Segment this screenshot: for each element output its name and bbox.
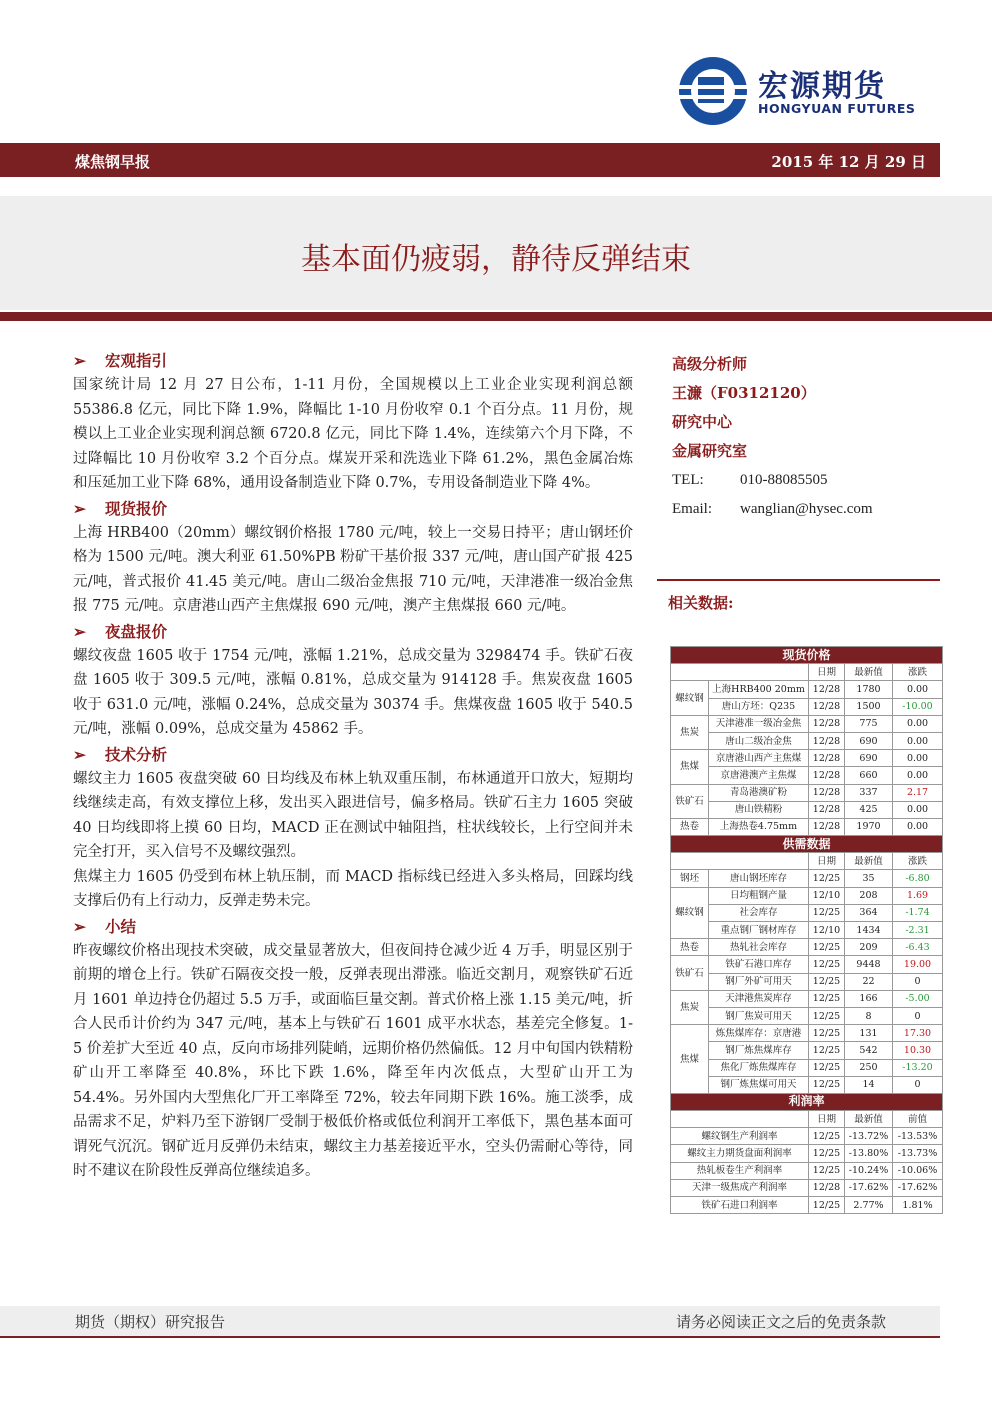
item-change: -2.31 <box>893 922 943 939</box>
table-title-row <box>671 836 943 853</box>
item-name: 热轧社会库存 <box>709 939 809 956</box>
item-date: 12/10 <box>809 922 845 939</box>
item-change: 0.00 <box>893 715 943 732</box>
head-blank <box>671 853 809 870</box>
report-date: 2015 年 12 月 29 日 <box>771 153 926 171</box>
item-date: 12/28 <box>809 801 845 818</box>
item-date: 12/25 <box>809 904 845 921</box>
group-label: 铁矿石 <box>671 784 709 818</box>
item-value: 337 <box>845 784 893 801</box>
table-row <box>671 939 943 956</box>
item-value: 690 <box>845 750 893 767</box>
footer-bar <box>0 1306 940 1336</box>
group-label: 铁矿石 <box>671 956 709 990</box>
item-date: 12/28 <box>809 818 845 835</box>
table-title: 供需数据 <box>671 836 943 853</box>
table-row <box>671 870 943 887</box>
column-header: 最新值 <box>845 853 893 870</box>
table-row <box>671 1145 943 1162</box>
table-row <box>671 767 943 784</box>
item-change: -1.74 <box>893 904 943 921</box>
item-change: 0.00 <box>893 750 943 767</box>
item-name: 钢厂炼焦煤可用天 <box>709 1076 809 1093</box>
group-label: 螺纹钢 <box>671 681 709 715</box>
item-name: 上海热卷4.75mm <box>709 818 809 835</box>
table-row <box>671 801 943 818</box>
item-name: 上海HRB400 20mm <box>709 681 809 698</box>
item-date: 12/28 <box>809 732 845 749</box>
table-row <box>671 990 943 1007</box>
item-date: 12/25 <box>809 1007 845 1024</box>
item-date: 12/25 <box>809 1025 845 1042</box>
item-previous: -13.73% <box>893 1145 943 1162</box>
item-change: 19.00 <box>893 956 943 973</box>
item-value: 35 <box>845 870 893 887</box>
item-change: -6.80 <box>893 870 943 887</box>
footer-divider <box>0 1336 940 1338</box>
item-change: 2.17 <box>893 784 943 801</box>
group-label: 热卷 <box>671 818 709 835</box>
table-title-row <box>671 1093 943 1110</box>
item-name: 社会库存 <box>709 904 809 921</box>
item-value: 364 <box>845 904 893 921</box>
item-name: 重点钢厂钢材库存 <box>709 922 809 939</box>
item-change: 0.00 <box>893 767 943 784</box>
column-header: 涨跌 <box>893 853 943 870</box>
paragraph: 螺纹夜盘 1605 收于 1754 元/吨，涨幅 1.21%，总成交量为 3298474 手。铁矿石夜盘 1605 收于 309.5 元/吨，涨幅 0.81%，总成交量为 914128 手。焦炭夜盘 1605 收于 631.0 元/吨，涨幅 0.24%，总成交量为 30374 手。焦煤夜盘 1605 收于 540.5 元/吨，涨幅 0.09%，总成交量为 45862 手。 <box>73 647 633 737</box>
footer-disclaimer: 请务必阅读正文之后的免责条款 <box>675 1313 886 1331</box>
head-blank <box>671 1111 809 1128</box>
item-name: 唐山方坯：Q235 <box>709 698 809 715</box>
item-value: 14 <box>845 1076 893 1093</box>
table-head-row <box>671 853 943 870</box>
item-value: -13.72% <box>845 1128 893 1145</box>
table-row <box>671 732 943 749</box>
main-content <box>73 348 633 1184</box>
item-value: 1780 <box>845 681 893 698</box>
arrow-bullet-icon: ➢ <box>73 498 86 518</box>
table-row <box>671 1076 943 1093</box>
section-body <box>73 521 633 619</box>
item-value: 1434 <box>845 922 893 939</box>
item-value: 131 <box>845 1025 893 1042</box>
item-previous: -13.53% <box>893 1128 943 1145</box>
analyst-tel: TEL: 010-88085505 <box>672 472 828 488</box>
item-change: -5.00 <box>893 990 943 1007</box>
paragraph: 焦煤主力 1605 仍受到布林上轨压制，而 MACD 指标线已经进入多头格局，回踩均线支撑后仍有上行动力，反弹走势未完。 <box>73 868 633 909</box>
item-name: 螺纹钢生产利润率 <box>671 1128 809 1145</box>
paragraph: 国家统计局 12 月 27 日公布，1-11 月份，全国规模以上工业企业实现利润总额 55386.8 亿元，同比下降 1.9%，降幅比 1-10 月份收窄 0.1 个百分点。11 月份，规模以上工业企业实现利润总额 6720.8 亿元，同比下降 1.4%，连续第六个月下降，不过降幅比 10 月份收窄 3.2 个百分点。煤炭开采和洗选业下降 61.2%，黑色金属冶炼和压延加工业下降 68%，通用设备制造业下降 0.7%，专用设备制造业下降 4%。 <box>73 377 633 491</box>
item-name: 热轧板卷生产利润率 <box>671 1162 809 1179</box>
item-date: 12/25 <box>809 1128 845 1145</box>
item-value: 660 <box>845 767 893 784</box>
item-value: 542 <box>845 1042 893 1059</box>
item-name: 天津港准一级冶金焦 <box>709 715 809 732</box>
item-previous: -17.62% <box>893 1179 943 1196</box>
title-divider <box>0 312 992 321</box>
related-data-heading: 相关数据: <box>668 594 734 612</box>
table-title: 现货价格 <box>671 647 943 664</box>
paragraph: 昨夜螺纹价格出现技术突破，成交量显著放大，但夜间持仓减少近 4 万手，明显区别于前期的增仓上行。铁矿石隔夜交投一般，反弹表现出滞涨。临近交割月，观察铁矿石近月 1601 单边持仓仍超过 5.5 万手，或面临巨量交割。普式价格上涨 1.15 美元/吨，折合人民币计价约为 347 元/吨，基本上与铁矿石 1601 成平水状态，基差完全修复。1-5 价差扩大至近 40 点，反向市场排列陡峭，远期价格仍然偏低。12 月中旬国内铁精粉矿山开工率降至 40.8%，环比下跌 1.6%，降至年内次低点，大型矿山开工为 54.4%。另外国内大型焦化厂开工率降至 72%，较去年同期下跌 16%。施工淡季，成品需求不足，炉料乃至下游钢厂受制于极低价格或低位利润开工率低下，黑色基本面可谓死气沉沉。钢矿近月反弹仍未结束，螺纹主力基差接近平水，空头仍需耐心等待，同时不建议在阶段性反弹高位继续追多。 <box>73 942 633 1179</box>
item-change: -10.00 <box>893 698 943 715</box>
arrow-bullet-icon: ➢ <box>73 744 86 764</box>
table-row <box>671 1025 943 1042</box>
table-row <box>671 956 943 973</box>
analyst-role: 高级分析师 <box>672 355 748 373</box>
brand-name-cn: 宏源期货 <box>758 69 886 104</box>
item-name: 唐山铁精粉 <box>709 801 809 818</box>
item-name: 日均粗钢产量 <box>709 887 809 904</box>
item-date: 12/28 <box>809 715 845 732</box>
hongyuan-logo-icon <box>676 55 750 127</box>
section-heading: ➢ 现货报价 <box>73 496 633 521</box>
group-label: 螺纹钢 <box>671 887 709 939</box>
table-row <box>671 922 943 939</box>
page-title: 基本面仍疲弱，静待反弹结束 <box>301 242 691 277</box>
table-title: 利润率 <box>671 1093 943 1110</box>
item-value: 1500 <box>845 698 893 715</box>
analyst-dept: 研究中心 <box>672 413 733 431</box>
table-head-row <box>671 1111 943 1128</box>
item-value: 775 <box>845 715 893 732</box>
table-row <box>671 1162 943 1179</box>
table-row <box>671 750 943 767</box>
analyst-email: Email: wanglian@hysec.com <box>672 501 873 517</box>
table-row <box>671 1042 943 1059</box>
item-date: 12/25 <box>809 1145 845 1162</box>
item-value: 1970 <box>845 818 893 835</box>
report-type: 煤焦钢早报 <box>75 153 151 171</box>
item-date: 12/28 <box>809 681 845 698</box>
item-value: 9448 <box>845 956 893 973</box>
section-body <box>73 644 633 742</box>
item-previous: 1.81% <box>893 1197 943 1214</box>
table-row <box>671 698 943 715</box>
table-title-row <box>671 647 943 664</box>
column-header: 日期 <box>809 1111 845 1128</box>
brand-name-en: HONGYUAN FUTURES <box>758 101 916 116</box>
column-header: 前值 <box>893 1111 943 1128</box>
item-date: 12/10 <box>809 887 845 904</box>
item-value: 2.77% <box>845 1197 893 1214</box>
item-name: 唐山二级冶金焦 <box>709 732 809 749</box>
item-value: -13.80% <box>845 1145 893 1162</box>
item-change: 1.69 <box>893 887 943 904</box>
column-header: 涨跌 <box>893 664 943 681</box>
item-date: 12/25 <box>809 973 845 990</box>
table-row <box>671 1007 943 1024</box>
table-row <box>671 1197 943 1214</box>
paragraph: 上海 HRB400（20mm）螺纹钢价格报 1780 元/吨，较上一交易日持平；唐山钢坯价格为 1500 元/吨。澳大利亚 61.50%PB 粉矿干基价报 337 元/吨，唐山国产矿报 425 元/吨，普式报价 41.45 美元/吨。唐山二级冶金焦报 710 元/吨，天津港准一级冶金焦报 775 元/吨。京唐港山西产主焦煤报 690 元/吨，澳产主焦煤报 660 元/吨。 <box>73 524 633 614</box>
item-date: 12/25 <box>809 1076 845 1093</box>
item-name: 钢厂炼焦煤库存 <box>709 1042 809 1059</box>
item-date: 12/28 <box>809 750 845 767</box>
group-label: 焦炭 <box>671 990 709 1024</box>
item-name: 京唐港澳产主焦煤 <box>709 767 809 784</box>
item-name: 天津一级焦成产利润率 <box>671 1179 809 1196</box>
item-date: 12/28 <box>809 784 845 801</box>
item-value: 209 <box>845 939 893 956</box>
footer-left: 期货（期权）研究报告 <box>75 1313 226 1331</box>
item-name: 京唐港山西产主焦煤 <box>709 750 809 767</box>
column-header: 日期 <box>809 853 845 870</box>
item-name: 天津港焦炭库存 <box>709 990 809 1007</box>
item-date: 12/25 <box>809 1059 845 1076</box>
section-heading: ➢ 夜盘报价 <box>73 619 633 644</box>
paragraph: 螺纹主力 1605 夜盘突破 60 日均线及布林上轨双重压制，布林通道开口放大，短期均线继续走高，有效支撑位上移，发出买入跟进信号，偏多格局。铁矿石主力 1605 突破 40 日均线即将上摸 60 日均，MACD 正在测试中轴阻挡，柱状线较长，上行空间并未完全打开，买入信号不及螺纹强烈。 <box>73 770 633 860</box>
section-body <box>73 939 633 1184</box>
item-change: 0 <box>893 1076 943 1093</box>
item-change: 0 <box>893 1007 943 1024</box>
analyst-info <box>672 350 942 524</box>
item-name: 炼焦煤库存：京唐港 <box>709 1025 809 1042</box>
item-name: 青岛港澳矿粉 <box>709 784 809 801</box>
item-change: 10.30 <box>893 1042 943 1059</box>
arrow-bullet-icon: ➢ <box>73 916 86 936</box>
column-header: 最新值 <box>845 1111 893 1128</box>
table-head-row <box>671 664 943 681</box>
item-value: 425 <box>845 801 893 818</box>
item-name: 钢厂焦炭可用天 <box>709 1007 809 1024</box>
group-label: 焦煤 <box>671 1025 709 1094</box>
item-date: 12/25 <box>809 1042 845 1059</box>
item-value: 250 <box>845 1059 893 1076</box>
item-name: 铁矿石港口库存 <box>709 956 809 973</box>
arrow-bullet-icon: ➢ <box>73 621 86 641</box>
item-change: 0 <box>893 973 943 990</box>
table-row <box>671 887 943 904</box>
item-change: 0.00 <box>893 732 943 749</box>
item-change: -6.43 <box>893 939 943 956</box>
group-label: 钢坯 <box>671 870 709 887</box>
item-date: 12/25 <box>809 956 845 973</box>
item-change: 17.30 <box>893 1025 943 1042</box>
table-row <box>671 1059 943 1076</box>
data-tables <box>670 646 942 1214</box>
column-header: 最新值 <box>845 664 893 681</box>
item-date: 12/25 <box>809 1162 845 1179</box>
sidebar-divider <box>657 579 940 581</box>
group-label: 焦煤 <box>671 750 709 784</box>
section-heading: ➢ 小结 <box>73 914 633 939</box>
item-date: 12/28 <box>809 698 845 715</box>
brand-logo <box>676 55 936 127</box>
item-value: 690 <box>845 732 893 749</box>
header-bar <box>0 143 940 177</box>
table-row <box>671 1179 943 1196</box>
column-header: 日期 <box>809 664 845 681</box>
item-value: -10.24% <box>845 1162 893 1179</box>
item-name: 焦化厂炼焦煤库存 <box>709 1059 809 1076</box>
item-change: 0.00 <box>893 681 943 698</box>
item-value: -17.62% <box>845 1179 893 1196</box>
item-value: 208 <box>845 887 893 904</box>
section-heading: ➢ 技术分析 <box>73 742 633 767</box>
item-name: 铁矿石进口利润率 <box>671 1197 809 1214</box>
item-previous: -10.06% <box>893 1162 943 1179</box>
item-date: 12/28 <box>809 767 845 784</box>
analyst-name: 王濂（F0312120） <box>672 384 816 402</box>
head-blank <box>671 664 809 681</box>
email-link[interactable]: wanglian@hysec.com <box>740 501 873 517</box>
table-row <box>671 973 943 990</box>
section-body <box>73 373 633 496</box>
analyst-office: 金属研究室 <box>672 442 748 460</box>
table-row <box>671 784 943 801</box>
section-heading: ➢ 宏观指引 <box>73 348 633 373</box>
item-name: 螺纹主力期货盘面利润率 <box>671 1145 809 1162</box>
item-change: -13.20 <box>893 1059 943 1076</box>
item-value: 8 <box>845 1007 893 1024</box>
market-data-table <box>670 646 943 1214</box>
table-row <box>671 681 943 698</box>
item-change: 0.00 <box>893 801 943 818</box>
section-body <box>73 767 633 914</box>
item-date: 12/25 <box>809 1197 845 1214</box>
group-label: 热卷 <box>671 939 709 956</box>
table-row <box>671 818 943 835</box>
table-row <box>671 904 943 921</box>
item-date: 12/28 <box>809 1179 845 1196</box>
table-row <box>671 1128 943 1145</box>
item-value: 22 <box>845 973 893 990</box>
item-value: 166 <box>845 990 893 1007</box>
item-date: 12/25 <box>809 939 845 956</box>
item-name: 钢厂外矿可用天 <box>709 973 809 990</box>
table-row <box>671 715 943 732</box>
arrow-bullet-icon: ➢ <box>73 351 86 370</box>
group-label: 焦炭 <box>671 715 709 749</box>
item-change: 0.00 <box>893 818 943 835</box>
item-date: 12/25 <box>809 870 845 887</box>
item-name: 唐山钢坯库存 <box>709 870 809 887</box>
item-date: 12/25 <box>809 990 845 1007</box>
